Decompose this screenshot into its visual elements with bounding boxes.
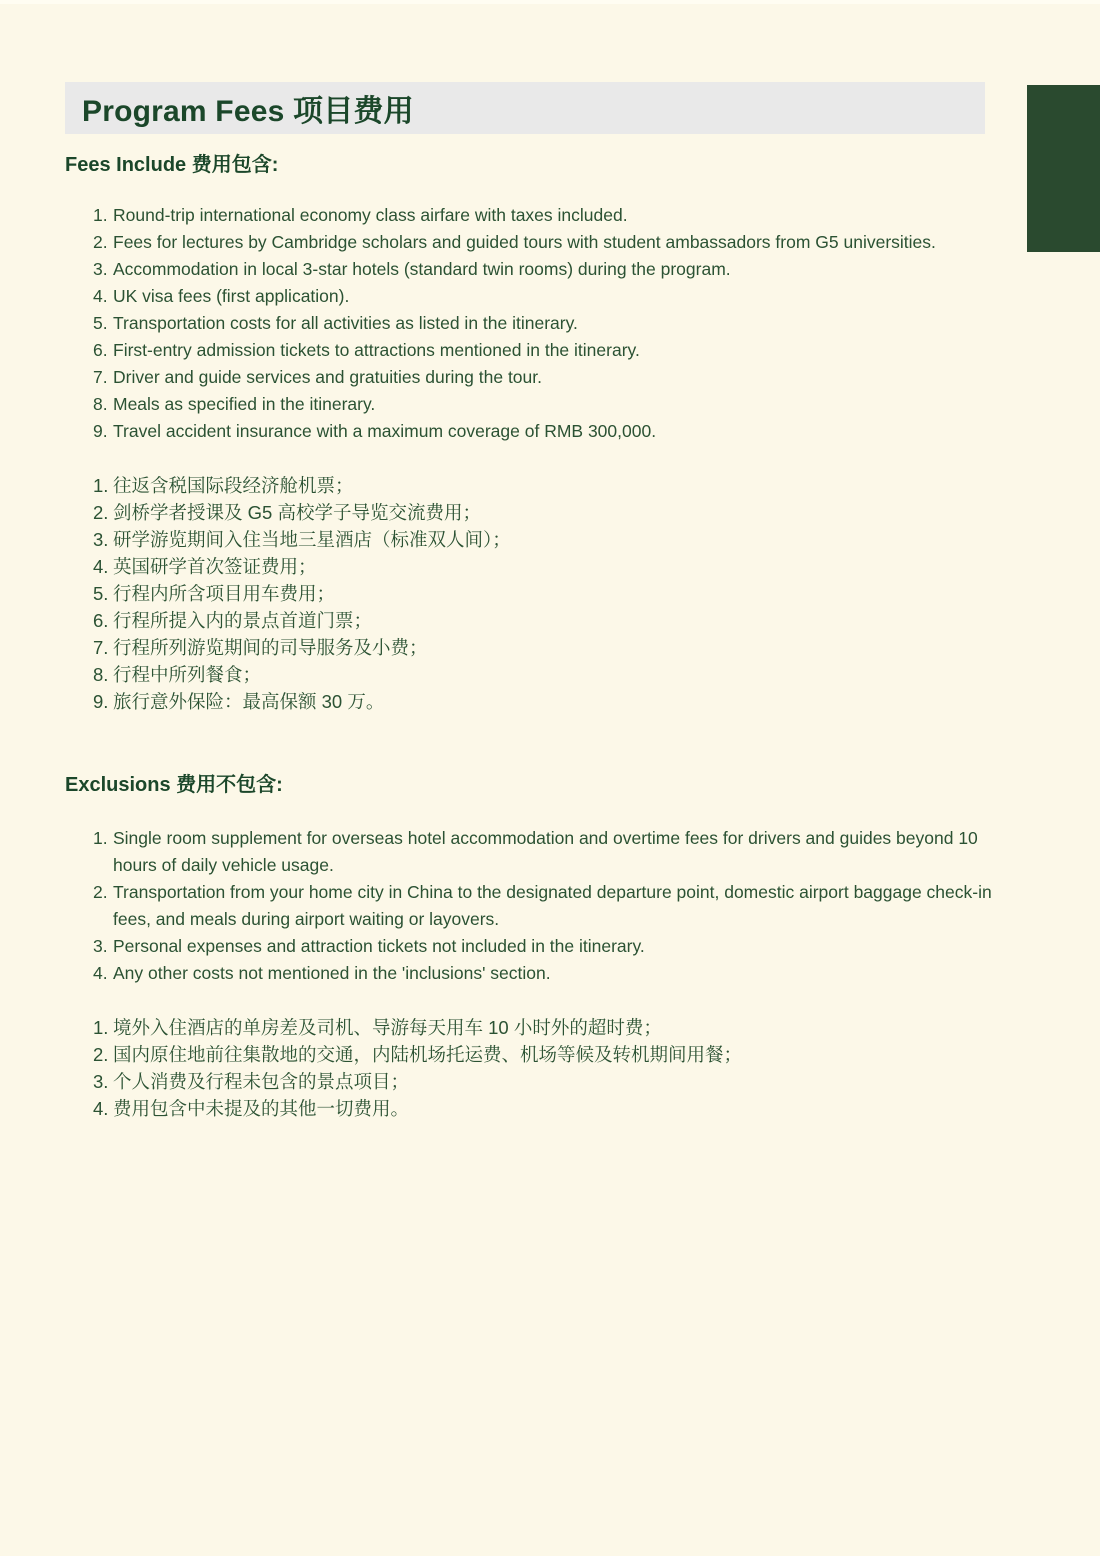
fees-include-heading: Fees Include 费用包含: xyxy=(65,154,279,176)
list-item-number: 7. xyxy=(93,637,109,658)
list-item xyxy=(65,310,1005,337)
list-item-number: 1. xyxy=(93,475,109,496)
list-item xyxy=(65,391,1005,418)
fees-include-list-cn xyxy=(65,472,1005,715)
list-item xyxy=(65,1095,1005,1122)
list-item-text: 国内原住地前往集散地的交通，内陆机场托运费、机场等候及转机期间用餐； xyxy=(113,1044,743,1065)
list-item-number: 2. xyxy=(93,232,108,252)
list-item-text: Fees for lectures by Cambridge scholars and guided tours with student ambassadors from G5 universities. xyxy=(113,232,936,252)
list-item xyxy=(65,472,1005,499)
list-item xyxy=(65,933,1005,960)
list-item-number: 2. xyxy=(93,1044,109,1065)
list-item-number: 4. xyxy=(93,556,109,577)
list-item xyxy=(65,229,1005,256)
list-item-text: 研学游览期间入住当地三星酒店（标准双人间）； xyxy=(113,529,511,550)
list-item xyxy=(65,1014,1005,1041)
exclusions-list-cn xyxy=(65,1014,1005,1122)
list-item-text: 行程所提入内的景点首道门票； xyxy=(113,610,373,631)
list-item-number: 3. xyxy=(93,529,109,550)
list-item-number: 9. xyxy=(93,421,108,441)
list-item xyxy=(65,202,1005,229)
list-item xyxy=(65,256,1005,283)
list-item xyxy=(65,1068,1005,1095)
fees-include-list-en xyxy=(65,202,1005,445)
list-item-number: 7. xyxy=(93,367,108,387)
page-content xyxy=(65,82,1005,1122)
page-title: Program Fees 项目费用 xyxy=(82,95,414,128)
list-item-text: Single room supplement for overseas hotel accommodation and overtime fees for drivers and guides beyond 10 hours of daily vehicle usage. xyxy=(113,828,978,875)
section-title-bar xyxy=(65,82,985,134)
list-item xyxy=(65,364,1005,391)
list-item-text: 行程中所列餐食； xyxy=(113,664,262,685)
list-item-number: 8. xyxy=(93,394,108,414)
list-item-number: 1. xyxy=(93,828,108,848)
list-item-number: 2. xyxy=(93,502,109,523)
list-item xyxy=(65,634,1005,661)
list-item-text: Driver and guide services and gratuities during the tour. xyxy=(113,367,542,387)
list-item-number: 4. xyxy=(93,286,108,306)
page-top-edge-strip xyxy=(0,0,1100,4)
list-item-text: UK visa fees (first application). xyxy=(113,286,350,306)
list-item-text: 英国研学首次签证费用； xyxy=(113,556,317,577)
list-item-text: 行程内所含项目用车费用； xyxy=(113,583,336,604)
list-item xyxy=(65,825,1005,879)
list-item-text: Round-trip international economy class airfare with taxes included. xyxy=(113,205,628,225)
list-item-number: 5. xyxy=(93,313,108,333)
list-item-number: 6. xyxy=(93,610,109,631)
list-item-text: Transportation from your home city in China to the designated departure point, domestic airport baggage check-in fees, and meals during airport waiting or layovers. xyxy=(113,882,992,929)
list-item-number: 4. xyxy=(93,963,108,983)
right-edge-accent-block xyxy=(1027,85,1100,252)
list-item-number: 6. xyxy=(93,340,108,360)
list-item-number: 3. xyxy=(93,1071,109,1092)
list-item-number: 1. xyxy=(93,205,108,225)
list-item-number: 3. xyxy=(93,259,108,279)
list-item-text: Travel accident insurance with a maximum coverage of RMB 300,000. xyxy=(113,421,657,441)
list-item xyxy=(65,553,1005,580)
list-item-text: Transportation costs for all activities as listed in the itinerary. xyxy=(113,313,578,333)
list-item-text: 个人消费及行程未包含的景点项目； xyxy=(113,1071,410,1092)
exclusions-list-en xyxy=(65,825,1005,987)
list-item xyxy=(65,283,1005,310)
list-item-text: 往返含税国际段经济舱机票； xyxy=(113,475,354,496)
list-item-text: 费用包含中未提及的其他一切费用。 xyxy=(113,1098,410,1119)
list-item-text: 旅行意外保险：最高保额 30 万。 xyxy=(113,691,385,712)
list-item-number: 9. xyxy=(93,691,109,712)
list-item xyxy=(65,607,1005,634)
list-item xyxy=(65,337,1005,364)
list-item-number: 3. xyxy=(93,936,108,956)
list-item-text: 行程所列游览期间的司导服务及小费； xyxy=(113,637,428,658)
list-item-text: Meals as specified in the itinerary. xyxy=(113,394,376,414)
list-item-number: 5. xyxy=(93,583,109,604)
exclusions-heading: Exclusions 费用不包含: xyxy=(65,774,283,796)
list-item xyxy=(65,418,1005,445)
list-item xyxy=(65,526,1005,553)
list-item xyxy=(65,1041,1005,1068)
list-item-number: 8. xyxy=(93,664,109,685)
list-item-number: 4. xyxy=(93,1098,109,1119)
list-item-text: Personal expenses and attraction tickets not included in the itinerary. xyxy=(113,936,645,956)
list-item-text: 境外入住酒店的单房差及司机、导游每天用车 10 小时外的超时费； xyxy=(113,1017,662,1038)
list-item-text: 剑桥学者授课及 G5 高校学子导览交流费用； xyxy=(113,502,481,523)
list-item-number: 1. xyxy=(93,1017,109,1038)
list-item xyxy=(65,960,1005,987)
list-item-text: Accommodation in local 3-star hotels (standard twin rooms) during the program. xyxy=(113,259,731,279)
list-item-text: First-entry admission tickets to attractions mentioned in the itinerary. xyxy=(113,340,640,360)
list-item xyxy=(65,688,1005,715)
list-item xyxy=(65,499,1005,526)
list-item xyxy=(65,661,1005,688)
list-item-number: 2. xyxy=(93,882,108,902)
list-item-text: Any other costs not mentioned in the 'inclusions' section. xyxy=(113,963,551,983)
list-item xyxy=(65,580,1005,607)
list-item xyxy=(65,879,1005,933)
